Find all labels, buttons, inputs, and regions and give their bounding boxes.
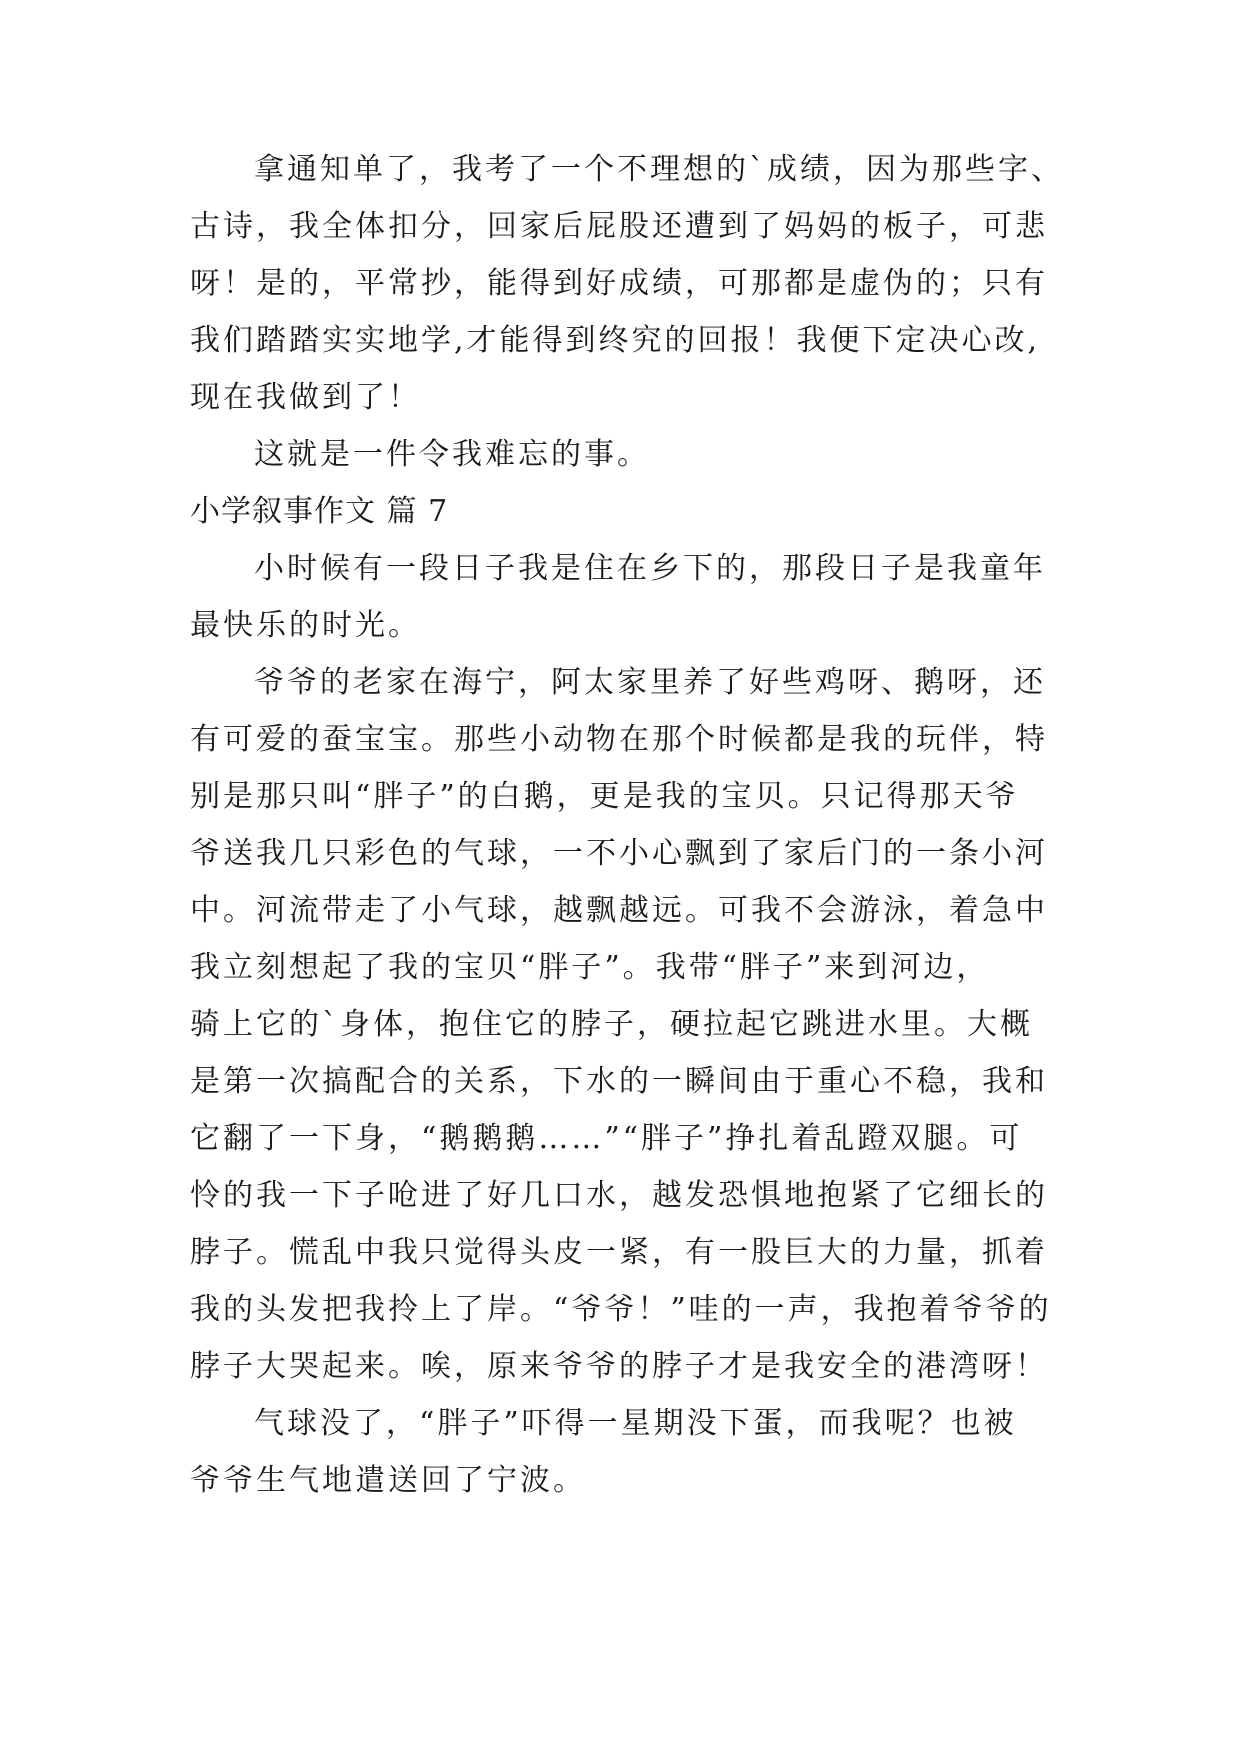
text-line: 呀！是的，平常抄，能得到好成绩，可那都是虚伪的；只有 (190, 266, 1048, 301)
text-line: 怜的我一下子呛进了好几口水，越发恐惧地抱紧了它细长的 (190, 1178, 1048, 1213)
text-line: 现在我做到了！ (190, 380, 421, 415)
text-line: 我们踏踏实实地学,才能得到终究的回报！我便下定决心改, (190, 323, 1041, 358)
text-line: 它翻了一下身，“鹅鹅鹅……”“胖子”挣扎着乱蹬双腿。可 (190, 1121, 1023, 1156)
text-line: 脖子大哭起来。唉，原来爷爷的脖子才是我安全的港湾呀！ (190, 1349, 1048, 1384)
text-line: 别是那只叫“胖子”的白鹅，更是我的宝贝。只记得那天爷 (190, 779, 1019, 814)
text-line: 中。河流带走了小气球，越飘越远。可我不会游泳，着急中 (190, 893, 1048, 928)
text-line: 有可爱的蚕宝宝。那些小动物在那个时候都是我的玩伴，特 (190, 722, 1048, 757)
text-line: 骑上它的`身体，抱住它的脖子，硬拉起它跳进水里。大概 (190, 1007, 1033, 1042)
text-line: 爷爷的老家在海宁，阿太家里养了好些鸡呀、鹅呀，还 (254, 665, 1046, 700)
text-line: 这就是一件令我难忘的事。 (254, 437, 650, 472)
text-line: 小时候有一段日子我是住在乡下的，那段日子是我童年 (254, 551, 1046, 586)
text-line: 我立刻想起了我的宝贝“胖子”。我带“胖子”来到河边， (190, 950, 990, 985)
text-line: 我的头发把我拎上了岸。“爷爷！”哇的一声，我抱着爷爷的 (190, 1292, 1052, 1327)
text-line: 古诗，我全体扣分，回家后屁股还遭到了妈妈的板子，可悲 (190, 209, 1048, 244)
text-line: 爷爷生气地遣送回了宁波。 (190, 1463, 586, 1498)
text-line: 是第一次搞配合的关系，下水的一瞬间由于重心不稳，我和 (190, 1064, 1048, 1099)
text-line: 最快乐的时光。 (190, 608, 421, 643)
text-line: 拿通知单了，我考了一个不理想的`成绩，因为那些字、 (254, 152, 1064, 187)
text-line: 气球没了，“胖子”吓得一星期没下蛋，而我呢？也被 (254, 1406, 1017, 1441)
text-line: 脖子。慌乱中我只觉得头皮一紧，有一股巨大的力量，抓着 (190, 1235, 1048, 1270)
section-heading: 小学叙事作文 篇 7 (190, 494, 449, 529)
text-line: 爷送我几只彩色的气球，一不小心飘到了家后门的一条小河 (190, 836, 1048, 871)
